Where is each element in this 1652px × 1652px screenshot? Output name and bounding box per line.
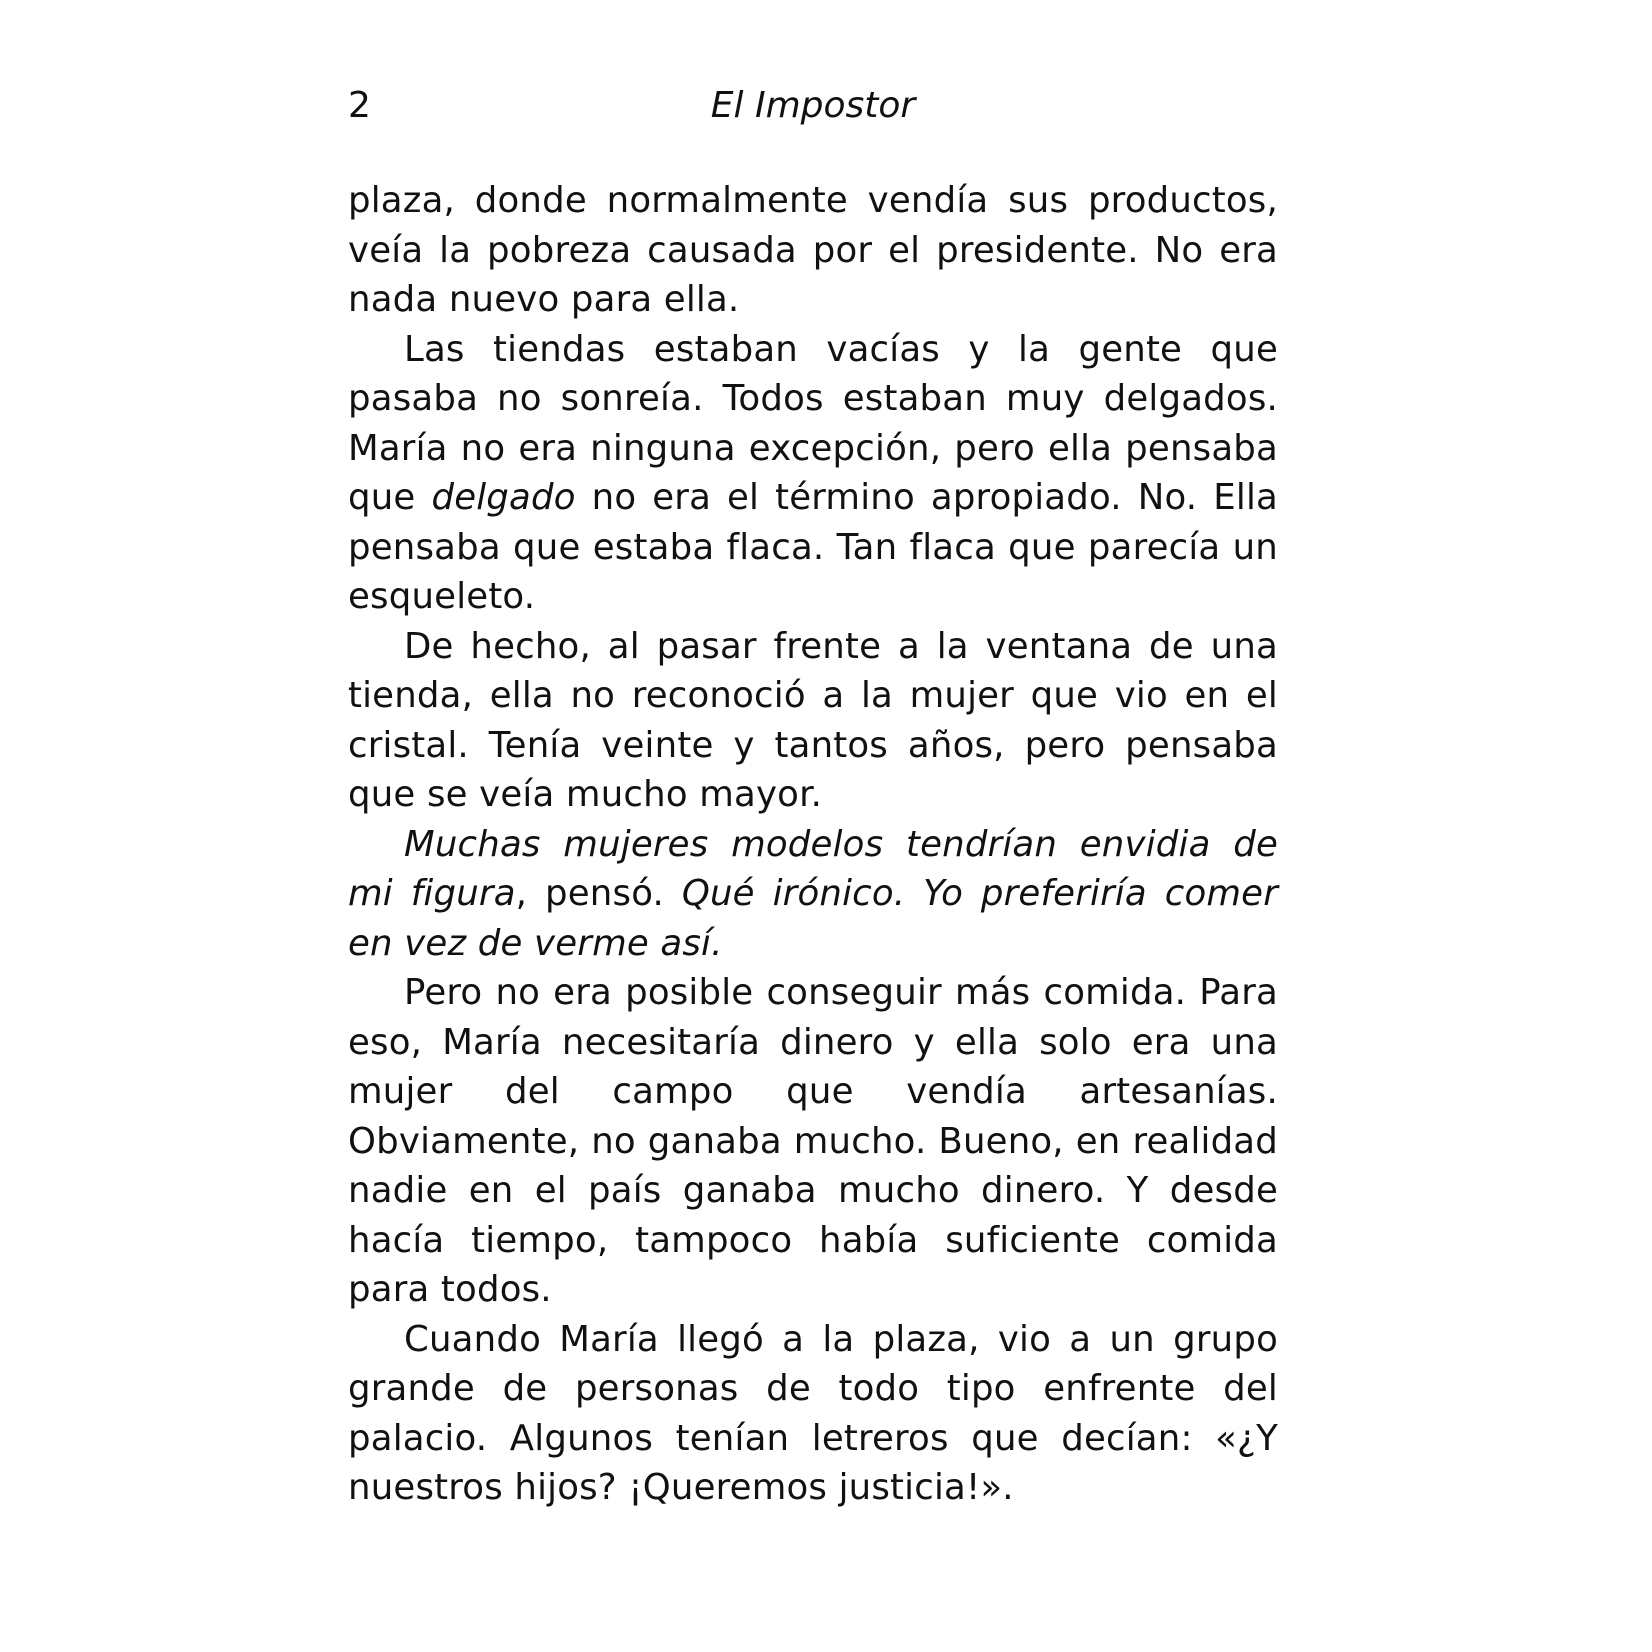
paragraph-4-text: , pensó. [515,873,682,914]
paragraph-2-emphasis: delgado [431,477,576,518]
body-text [348,176,1278,1513]
paragraph-2-text: Las tiendas estaban vacías y la gente que pasaba no sonreía. Todos estaban muy delgados. María no era ninguna excepción, pero ella pensaba que [348,328,1278,518]
page-number: 2 [348,85,371,126]
paragraph-4-thought-a: Muchas mujeres modelos tendrían envidia de mi figura [348,823,1278,914]
paragraph-2 [348,325,1278,622]
paragraph-6: Cuando María llegó a la plaza, vio a un grupo grande de personas de todo tipo enfrente del palacio. Algunos tenían letreros que decían: «¿Y nuestros hijos? ¡Queremos justicia!». [348,1318,1278,1508]
paragraph-5: Pero no era posible conseguir más comida. Para eso, María necesitaría dinero y ella solo era una mujer del campo que vendía artesanías. Obviamente, no ganaba mucho. Bueno, en realidad nadie en el país ganaba mucho dinero. Y desde hacía tiempo, tampoco había suficiente comida para todos. [348,972,1278,1310]
running-title: El Impostor [710,85,916,126]
paragraph-1: plaza, donde normalmente vendía sus productos, veía la pobreza causada por el presidente. No era nada nuevo para ella. [348,180,1278,320]
paragraph-4 [348,820,1278,969]
paragraph-2-text-rest: no era el término apropiado. No. Ella pensaba que estaba flaca. Tan flaca que parecía un esqueleto. [348,477,1278,617]
paragraph-3: De hecho, al pasar frente a la ventana de una tienda, ella no reconoció a la mujer que vio en el cristal. Tenía veinte y tantos años, pero pensaba que se veía mucho mayor. [348,625,1278,815]
paragraph-4-thought-b: Qué irónico. Yo preferiría comer en vez de verme así. [348,873,1279,964]
page-header [348,78,1278,134]
